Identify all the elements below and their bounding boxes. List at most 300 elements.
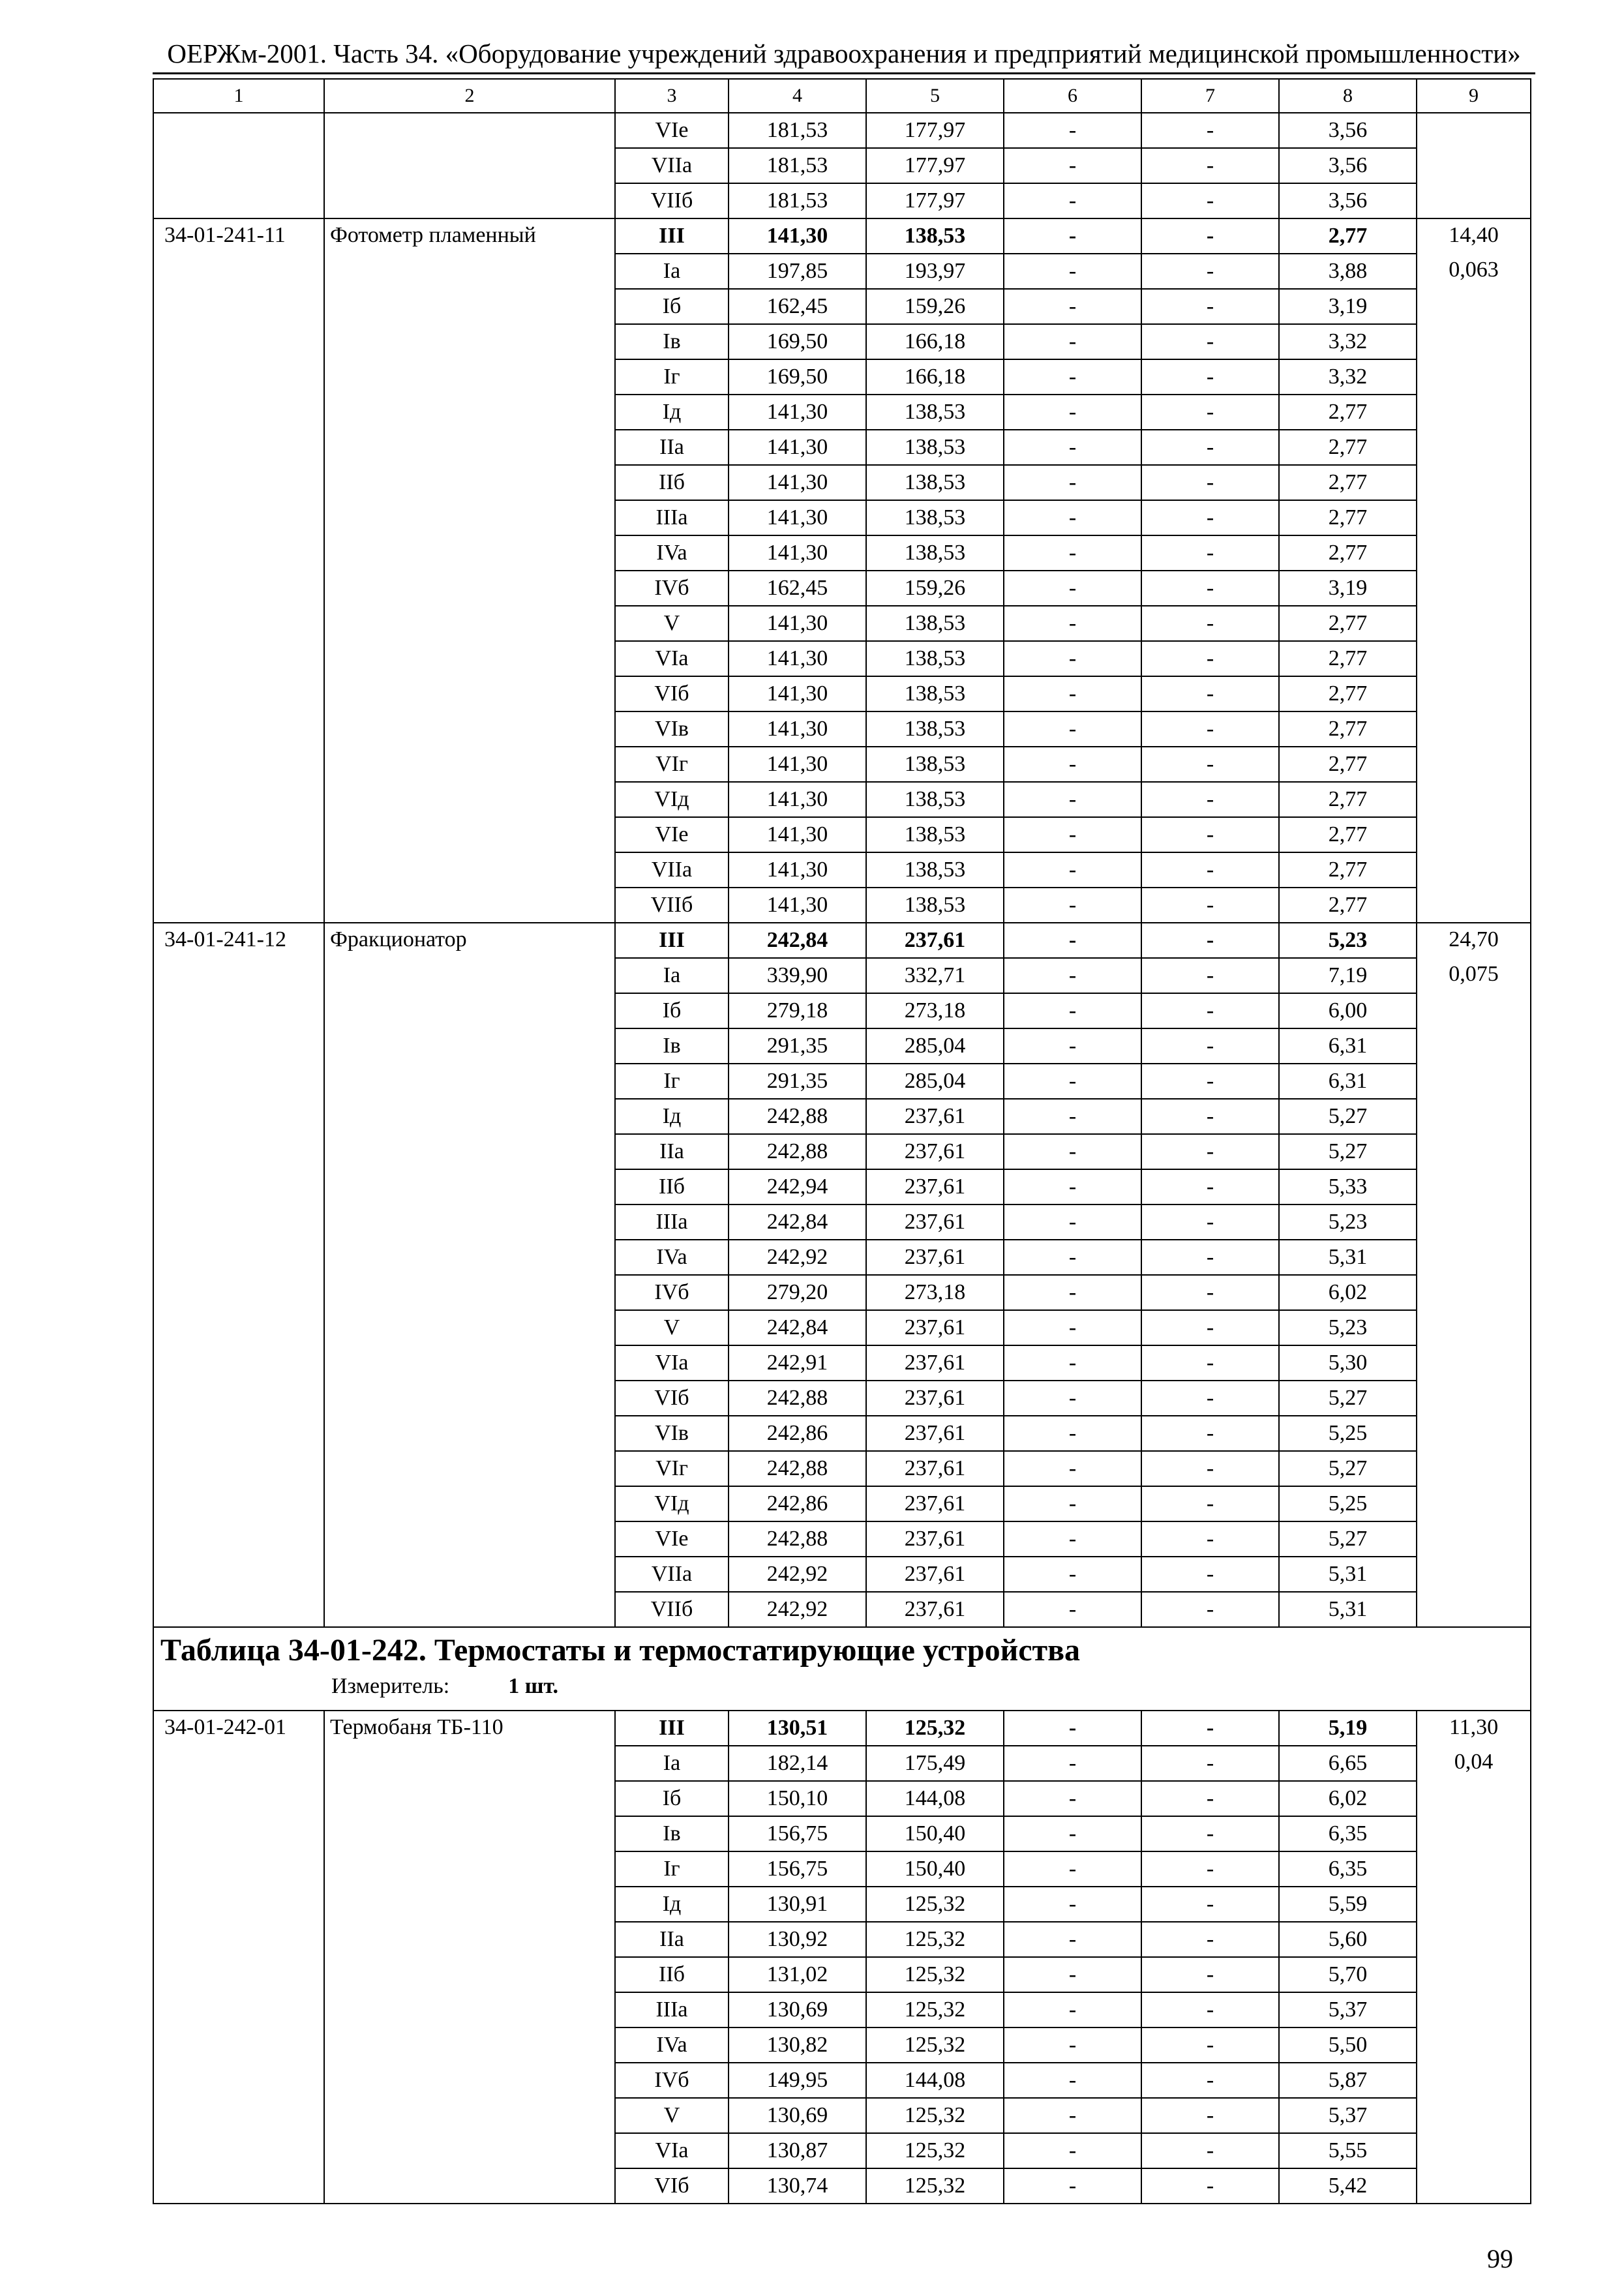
machine-cost: - bbox=[1004, 1957, 1141, 1992]
territory-zone: V bbox=[615, 2098, 729, 2133]
item-name-cell bbox=[324, 2133, 615, 2168]
machine-cost: - bbox=[1004, 711, 1141, 747]
labor-hours-cell bbox=[1417, 1922, 1531, 1957]
machine-cost: - bbox=[1004, 183, 1141, 218]
driver-wages: - bbox=[1141, 1992, 1279, 2027]
table-row bbox=[153, 1816, 1531, 1851]
item-code-cell bbox=[153, 1746, 324, 1781]
machine-cost: - bbox=[1004, 888, 1141, 923]
total-cost: 242,92 bbox=[729, 1592, 866, 1627]
item-code-cell bbox=[153, 2027, 324, 2063]
machine-cost: - bbox=[1004, 465, 1141, 500]
total-cost: 141,30 bbox=[729, 535, 866, 571]
material-cost: 2,77 bbox=[1279, 817, 1417, 852]
table-row bbox=[153, 1099, 1531, 1134]
table-row bbox=[153, 254, 1531, 289]
total-cost: 130,74 bbox=[729, 2168, 866, 2204]
driver-wages: - bbox=[1141, 1746, 1279, 1781]
territory-zone: VIб bbox=[615, 1381, 729, 1416]
item-name-cell bbox=[324, 1028, 615, 1064]
labor-hours-cell bbox=[1417, 676, 1531, 711]
labor-cost: 177,97 bbox=[866, 113, 1004, 148]
machine-cost: - bbox=[1004, 1486, 1141, 1521]
territory-zone: IIб bbox=[615, 1169, 729, 1204]
total-cost: 141,30 bbox=[729, 747, 866, 782]
item-name-cell bbox=[324, 958, 615, 993]
labor-cost: 125,32 bbox=[866, 2168, 1004, 2204]
item-code-cell bbox=[153, 1992, 324, 2027]
item-name-cell bbox=[324, 1521, 615, 1557]
total-cost: 141,30 bbox=[729, 888, 866, 923]
driver-wages: - bbox=[1141, 1592, 1279, 1627]
labor-hours-cell bbox=[1417, 1064, 1531, 1099]
material-cost: 3,19 bbox=[1279, 289, 1417, 324]
material-cost: 2,77 bbox=[1279, 641, 1417, 676]
total-cost: 242,86 bbox=[729, 1416, 866, 1451]
table-row bbox=[153, 993, 1531, 1028]
machine-cost: - bbox=[1004, 1416, 1141, 1451]
total-cost: 169,50 bbox=[729, 359, 866, 395]
territory-zone: Iб bbox=[615, 289, 729, 324]
unit-value: 1 шт. bbox=[508, 1674, 559, 1698]
labor-cost: 237,61 bbox=[866, 1381, 1004, 1416]
territory-zone: Iг bbox=[615, 359, 729, 395]
driver-wages: - bbox=[1141, 1169, 1279, 1204]
machine-cost: - bbox=[1004, 1592, 1141, 1627]
material-cost: 3,19 bbox=[1279, 571, 1417, 606]
labor-cost: 138,53 bbox=[866, 782, 1004, 817]
driver-wages: - bbox=[1141, 571, 1279, 606]
item-name-cell bbox=[324, 1099, 615, 1134]
material-cost: 6,35 bbox=[1279, 1816, 1417, 1851]
total-cost: 181,53 bbox=[729, 148, 866, 183]
item-name-cell bbox=[324, 993, 615, 1028]
driver-wages: - bbox=[1141, 1099, 1279, 1134]
driver-wages: - bbox=[1141, 1451, 1279, 1486]
item-code-cell bbox=[153, 2168, 324, 2204]
total-cost: 182,14 bbox=[729, 1746, 866, 1781]
driver-wages: - bbox=[1141, 289, 1279, 324]
labor-cost: 125,32 bbox=[866, 1992, 1004, 2027]
table-row bbox=[153, 1557, 1531, 1592]
table-row bbox=[153, 1922, 1531, 1957]
item-name-cell bbox=[324, 1992, 615, 2027]
item-name-cell bbox=[324, 535, 615, 571]
item-code-cell bbox=[153, 465, 324, 500]
territory-zone: Iб bbox=[615, 1781, 729, 1816]
labor-hours-cell bbox=[1417, 1992, 1531, 2027]
labor-cost: 125,32 bbox=[866, 1922, 1004, 1957]
total-cost: 150,10 bbox=[729, 1781, 866, 1816]
driver-wages: - bbox=[1141, 148, 1279, 183]
material-cost: 5,37 bbox=[1279, 1992, 1417, 2027]
table-row bbox=[153, 676, 1531, 711]
labor-cost: 138,53 bbox=[866, 641, 1004, 676]
machine-cost: - bbox=[1004, 1204, 1141, 1240]
material-cost: 5,31 bbox=[1279, 1557, 1417, 1592]
material-cost: 5,27 bbox=[1279, 1099, 1417, 1134]
labor-hours-cell bbox=[1417, 1851, 1531, 1887]
driver-wages: - bbox=[1141, 1064, 1279, 1099]
total-cost: 339,90 bbox=[729, 958, 866, 993]
machine-cost: - bbox=[1004, 289, 1141, 324]
machine-cost: - bbox=[1004, 2168, 1141, 2204]
driver-wages: - bbox=[1141, 1345, 1279, 1381]
driver-wages: - bbox=[1141, 254, 1279, 289]
item-code-cell bbox=[153, 1204, 324, 1240]
table-row bbox=[153, 1134, 1531, 1169]
machine-cost: - bbox=[1004, 817, 1141, 852]
item-code-cell bbox=[153, 817, 324, 852]
material-cost: 5,70 bbox=[1279, 1957, 1417, 1992]
total-cost: 242,84 bbox=[729, 1310, 866, 1345]
item-name-cell bbox=[324, 1816, 615, 1851]
machine-cost: - bbox=[1004, 430, 1141, 465]
item-code: 34-01-242-01 bbox=[153, 1711, 324, 1746]
item-name-cell bbox=[324, 1345, 615, 1381]
labor-hours-cell bbox=[1417, 113, 1531, 148]
territory-zone: Iг bbox=[615, 1064, 729, 1099]
item-name-cell bbox=[324, 148, 615, 183]
item-name-cell bbox=[324, 852, 615, 888]
labor-cost: 144,08 bbox=[866, 1781, 1004, 1816]
labor-cost: 125,32 bbox=[866, 2133, 1004, 2168]
labor-cost: 138,53 bbox=[866, 711, 1004, 747]
machine-cost: - bbox=[1004, 676, 1141, 711]
item-name-cell bbox=[324, 289, 615, 324]
table-row bbox=[153, 1887, 1531, 1922]
labor-cost: 237,61 bbox=[866, 1204, 1004, 1240]
driver-wages: - bbox=[1141, 923, 1279, 958]
table-row bbox=[153, 1781, 1531, 1816]
material-cost: 6,65 bbox=[1279, 1746, 1417, 1781]
item-name-cell bbox=[324, 395, 615, 430]
material-cost: 3,32 bbox=[1279, 359, 1417, 395]
machine-cost: - bbox=[1004, 2063, 1141, 2098]
labor-cost: 237,61 bbox=[866, 1169, 1004, 1204]
territory-zone: Iв bbox=[615, 1816, 729, 1851]
machine-cost: - bbox=[1004, 2133, 1141, 2168]
table-row bbox=[153, 1992, 1531, 2027]
labor-hours-cell bbox=[1417, 183, 1531, 218]
driver-wages: - bbox=[1141, 993, 1279, 1028]
labor-hours-cell bbox=[1417, 1028, 1531, 1064]
total-cost: 242,88 bbox=[729, 1134, 866, 1169]
item-name-cell bbox=[324, 747, 615, 782]
labor-cost: 144,08 bbox=[866, 2063, 1004, 2098]
labor-cost: 138,53 bbox=[866, 395, 1004, 430]
material-cost: 2,77 bbox=[1279, 500, 1417, 535]
item-code-cell bbox=[153, 359, 324, 395]
machine-cost: - bbox=[1004, 571, 1141, 606]
item-name-cell bbox=[324, 430, 615, 465]
machine-cost: - bbox=[1004, 606, 1141, 641]
item-code-cell bbox=[153, 1240, 324, 1275]
item-code-cell bbox=[153, 183, 324, 218]
labor-cost: 237,61 bbox=[866, 1557, 1004, 1592]
territory-zone: VIб bbox=[615, 676, 729, 711]
total-cost: 131,02 bbox=[729, 1957, 866, 1992]
territory-zone: III bbox=[615, 1711, 729, 1746]
table-row bbox=[153, 711, 1531, 747]
machine-cost: - bbox=[1004, 1521, 1141, 1557]
labor-hours-cell bbox=[1417, 747, 1531, 782]
driver-wages: - bbox=[1141, 1922, 1279, 1957]
item-code-cell bbox=[153, 1521, 324, 1557]
item-name-cell bbox=[324, 254, 615, 289]
item-code-cell bbox=[153, 113, 324, 148]
material-cost: 3,32 bbox=[1279, 324, 1417, 359]
table-row bbox=[153, 430, 1531, 465]
item-name-cell bbox=[324, 324, 615, 359]
machine-cost: - bbox=[1004, 1746, 1141, 1781]
total-cost: 141,30 bbox=[729, 218, 866, 254]
total-cost: 130,69 bbox=[729, 1992, 866, 2027]
machine-cost: - bbox=[1004, 747, 1141, 782]
item-code-cell bbox=[153, 1957, 324, 1992]
machine-cost: - bbox=[1004, 395, 1141, 430]
material-cost: 2,77 bbox=[1279, 852, 1417, 888]
item-code: 34-01-241-12 bbox=[153, 923, 324, 958]
item-name-cell bbox=[324, 782, 615, 817]
item-code-cell bbox=[153, 1451, 324, 1486]
total-cost: 242,88 bbox=[729, 1451, 866, 1486]
territory-zone: VIг bbox=[615, 747, 729, 782]
item-name-cell bbox=[324, 1557, 615, 1592]
table-row bbox=[153, 1064, 1531, 1099]
territory-zone: VIe bbox=[615, 817, 729, 852]
territory-zone: VIa bbox=[615, 2133, 729, 2168]
table-row bbox=[153, 1310, 1531, 1345]
material-cost: 5,27 bbox=[1279, 1134, 1417, 1169]
labor-cost: 237,61 bbox=[866, 1099, 1004, 1134]
labor-hours-cell bbox=[1417, 1486, 1531, 1521]
driver-wages: - bbox=[1141, 676, 1279, 711]
driver-wages: - bbox=[1141, 1204, 1279, 1240]
item-code-cell bbox=[153, 711, 324, 747]
labor-cost: 125,32 bbox=[866, 2098, 1004, 2133]
total-cost: 156,75 bbox=[729, 1816, 866, 1851]
driver-wages: - bbox=[1141, 113, 1279, 148]
labor-hours-cell bbox=[1417, 782, 1531, 817]
labor-cost: 166,18 bbox=[866, 324, 1004, 359]
labor-cost: 237,61 bbox=[866, 1310, 1004, 1345]
table-row bbox=[153, 1592, 1531, 1627]
territory-zone: III bbox=[615, 923, 729, 958]
material-cost: 2,77 bbox=[1279, 711, 1417, 747]
total-cost: 162,45 bbox=[729, 571, 866, 606]
material-cost: 6,31 bbox=[1279, 1064, 1417, 1099]
labor-hours-cell bbox=[1417, 1134, 1531, 1169]
labor-cost: 166,18 bbox=[866, 359, 1004, 395]
machine-cost: - bbox=[1004, 2027, 1141, 2063]
item-code-cell bbox=[153, 500, 324, 535]
material-cost: 3,56 bbox=[1279, 113, 1417, 148]
item-code-cell bbox=[153, 2098, 324, 2133]
table-row bbox=[153, 500, 1531, 535]
labor-cost: 138,53 bbox=[866, 817, 1004, 852]
machine-cost: - bbox=[1004, 1099, 1141, 1134]
item-code-cell bbox=[153, 1486, 324, 1521]
machine-cost: - bbox=[1004, 1557, 1141, 1592]
labor-hours-cell bbox=[1417, 1416, 1531, 1451]
total-cost: 242,94 bbox=[729, 1169, 866, 1204]
labor-hours-cell bbox=[1417, 1816, 1531, 1851]
driver-wages: - bbox=[1141, 1134, 1279, 1169]
driver-wages: - bbox=[1141, 606, 1279, 641]
labor-hours-cell bbox=[1417, 324, 1531, 359]
machine-cost: - bbox=[1004, 500, 1141, 535]
item-code-cell bbox=[153, 254, 324, 289]
machine-cost: - bbox=[1004, 218, 1141, 254]
driver-wages: - bbox=[1141, 1711, 1279, 1746]
total-cost: 181,53 bbox=[729, 113, 866, 148]
material-cost: 5,55 bbox=[1279, 2133, 1417, 2168]
total-cost: 156,75 bbox=[729, 1851, 866, 1887]
total-cost: 141,30 bbox=[729, 500, 866, 535]
item-code-cell bbox=[153, 1416, 324, 1451]
item-code-cell bbox=[153, 1922, 324, 1957]
item-code-cell bbox=[153, 1169, 324, 1204]
driver-wages: - bbox=[1141, 218, 1279, 254]
item-code-cell bbox=[153, 1028, 324, 1064]
driver-wages: - bbox=[1141, 1851, 1279, 1887]
column-number: 3 bbox=[615, 79, 729, 113]
labor-hours: 24,70 bbox=[1417, 923, 1531, 958]
labor-hours-cell bbox=[1417, 641, 1531, 676]
labor-hours-cell bbox=[1417, 289, 1531, 324]
machine-cost: - bbox=[1004, 1240, 1141, 1275]
item-code-cell bbox=[153, 782, 324, 817]
column-number: 4 bbox=[729, 79, 866, 113]
labor-hours-cell bbox=[1417, 888, 1531, 923]
table-row bbox=[153, 535, 1531, 571]
item-name-cell bbox=[324, 1240, 615, 1275]
material-cost: 5,27 bbox=[1279, 1451, 1417, 1486]
territory-zone: Iб bbox=[615, 993, 729, 1028]
machine-cost: - bbox=[1004, 324, 1141, 359]
table-row bbox=[153, 1957, 1531, 1992]
item-name-cell bbox=[324, 1922, 615, 1957]
driver-wages: - bbox=[1141, 500, 1279, 535]
machine-cost: - bbox=[1004, 1169, 1141, 1204]
material-cost: 6,02 bbox=[1279, 1275, 1417, 1310]
total-cost: 130,87 bbox=[729, 2133, 866, 2168]
total-cost: 242,84 bbox=[729, 923, 866, 958]
driver-wages: - bbox=[1141, 888, 1279, 923]
material-cost: 5,31 bbox=[1279, 1240, 1417, 1275]
labor-cost: 138,53 bbox=[866, 852, 1004, 888]
labor-hours-cell bbox=[1417, 2098, 1531, 2133]
territory-zone: VIIa bbox=[615, 852, 729, 888]
driver-wages: - bbox=[1141, 782, 1279, 817]
item-code-cell bbox=[153, 1851, 324, 1887]
item-name-cell bbox=[324, 465, 615, 500]
machine-cost: - bbox=[1004, 1275, 1141, 1310]
driver-wages: - bbox=[1141, 430, 1279, 465]
item-code-cell bbox=[153, 958, 324, 993]
table-row bbox=[153, 1521, 1531, 1557]
driver-wages: - bbox=[1141, 1557, 1279, 1592]
total-cost: 242,92 bbox=[729, 1557, 866, 1592]
material-cost: 5,23 bbox=[1279, 1204, 1417, 1240]
item-name-cell bbox=[324, 1310, 615, 1345]
material-cost: 2,77 bbox=[1279, 535, 1417, 571]
item-name-cell bbox=[324, 888, 615, 923]
territory-zone: VIд bbox=[615, 1486, 729, 1521]
item-code-cell bbox=[153, 1781, 324, 1816]
item-code-cell bbox=[153, 289, 324, 324]
labor-hours-cell bbox=[1417, 852, 1531, 888]
table-row bbox=[153, 1451, 1531, 1486]
machine-cost: - bbox=[1004, 1711, 1141, 1746]
item-name-cell bbox=[324, 2168, 615, 2204]
material-cost: 3,88 bbox=[1279, 254, 1417, 289]
driver-wages: - bbox=[1141, 1957, 1279, 1992]
driver-wages: - bbox=[1141, 465, 1279, 500]
labor-hours-cell bbox=[1417, 1521, 1531, 1557]
machine-cost: - bbox=[1004, 359, 1141, 395]
total-cost: 141,30 bbox=[729, 711, 866, 747]
territory-zone: VIIб bbox=[615, 183, 729, 218]
territory-zone: Iг bbox=[615, 1851, 729, 1887]
labor-hours-cell bbox=[1417, 1345, 1531, 1381]
table-row bbox=[153, 2168, 1531, 2204]
territory-zone: Iв bbox=[615, 324, 729, 359]
machine-cost: - bbox=[1004, 1781, 1141, 1816]
labor-hours-cell bbox=[1417, 1381, 1531, 1416]
table-row bbox=[153, 2133, 1531, 2168]
column-number: 2 bbox=[324, 79, 615, 113]
labor-cost: 237,61 bbox=[866, 1240, 1004, 1275]
table-row bbox=[153, 1028, 1531, 1064]
item-code-cell bbox=[153, 888, 324, 923]
machine-cost: - bbox=[1004, 1381, 1141, 1416]
labor-hours-cell bbox=[1417, 148, 1531, 183]
labor-hours-cell bbox=[1417, 606, 1531, 641]
item-code-cell bbox=[153, 430, 324, 465]
table-row bbox=[153, 2027, 1531, 2063]
unit-line bbox=[160, 1669, 1524, 1703]
material-cost: 5,59 bbox=[1279, 1887, 1417, 1922]
table-row bbox=[153, 2063, 1531, 2098]
territory-zone: III bbox=[615, 218, 729, 254]
territory-zone: IIб bbox=[615, 465, 729, 500]
labor-cost: 138,53 bbox=[866, 430, 1004, 465]
column-number-row bbox=[153, 79, 1531, 113]
labor-hours-cell bbox=[1417, 1099, 1531, 1134]
table-row bbox=[153, 747, 1531, 782]
machine-cost: - bbox=[1004, 2098, 1141, 2133]
driver-wages: - bbox=[1141, 395, 1279, 430]
labor-cost: 125,32 bbox=[866, 2027, 1004, 2063]
labor-cost: 193,97 bbox=[866, 254, 1004, 289]
table-row bbox=[153, 782, 1531, 817]
territory-zone: IIIa bbox=[615, 500, 729, 535]
material-cost: 5,33 bbox=[1279, 1169, 1417, 1204]
territory-zone: Iв bbox=[615, 1028, 729, 1064]
table-row bbox=[153, 852, 1531, 888]
item-code-cell bbox=[153, 1099, 324, 1134]
table-row bbox=[153, 1169, 1531, 1204]
labor-cost: 138,53 bbox=[866, 218, 1004, 254]
total-cost: 141,30 bbox=[729, 395, 866, 430]
table-row bbox=[153, 888, 1531, 923]
territory-zone: IVб bbox=[615, 1275, 729, 1310]
total-cost: 242,88 bbox=[729, 1521, 866, 1557]
driver-wages: - bbox=[1141, 1816, 1279, 1851]
total-cost: 291,35 bbox=[729, 1028, 866, 1064]
